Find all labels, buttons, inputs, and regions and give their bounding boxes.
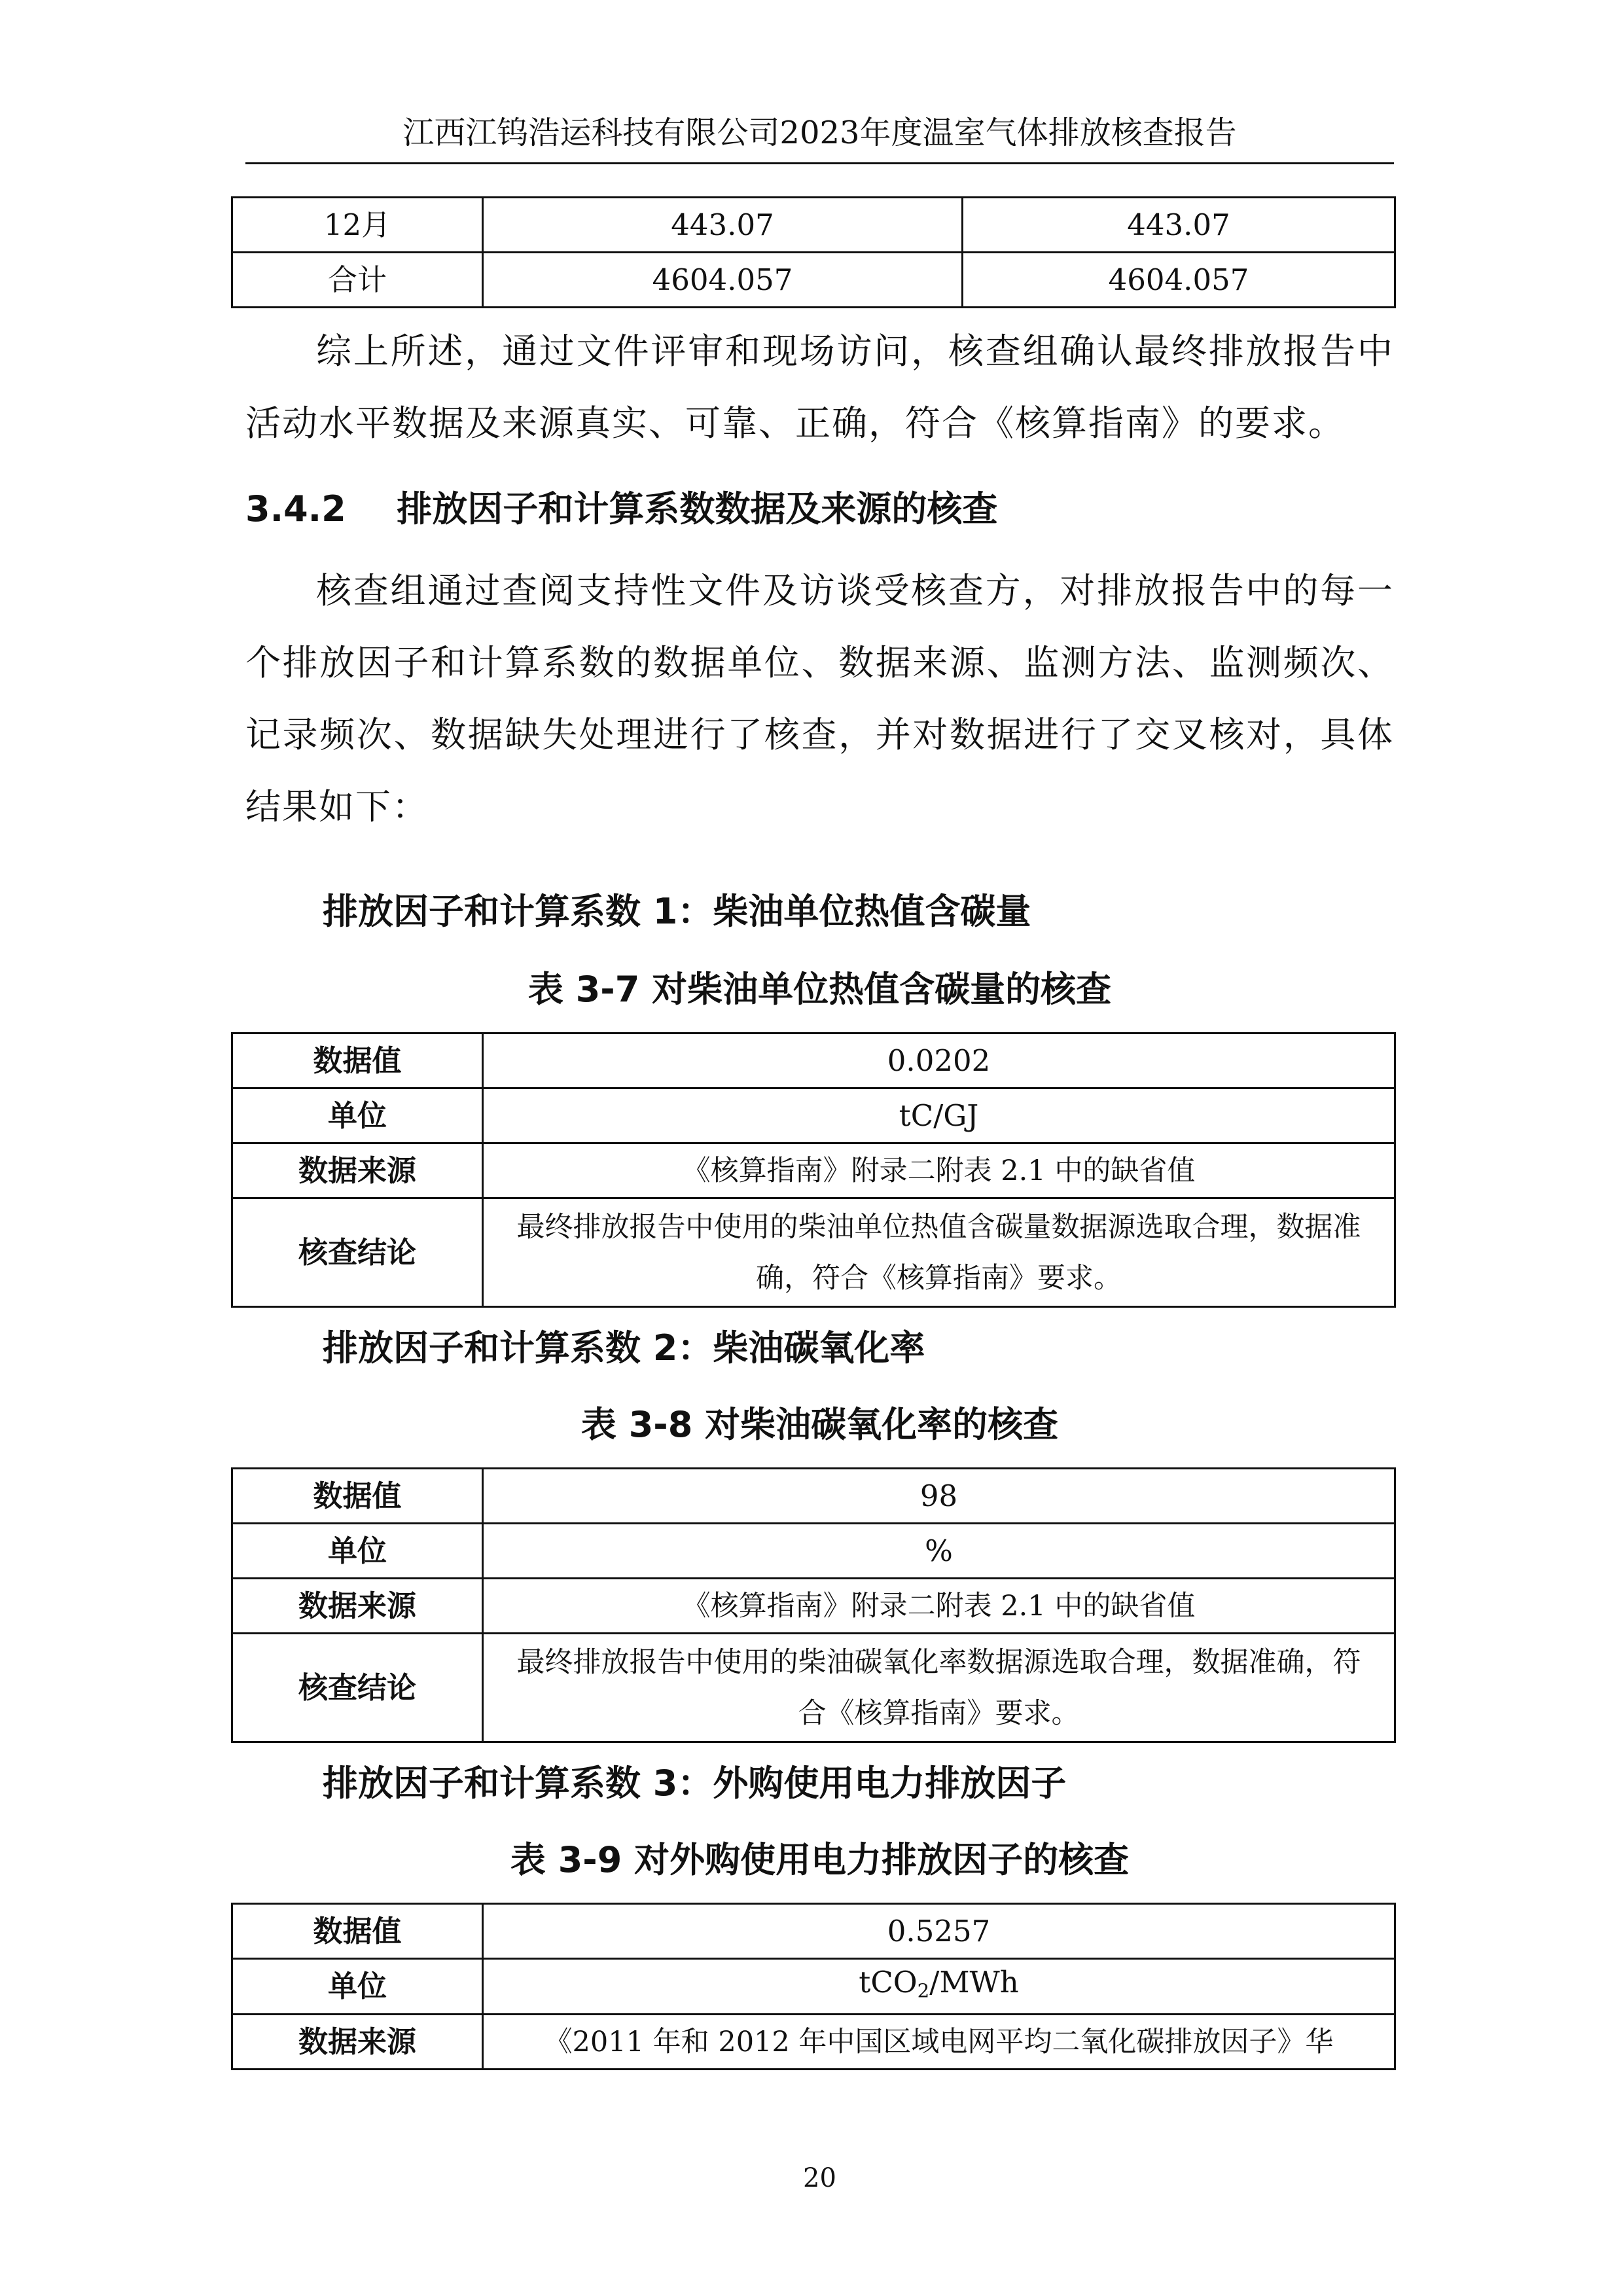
- table-row: [232, 1524, 1395, 1579]
- value-cell: tC/GJ: [483, 1088, 1395, 1143]
- unit-suffix: /MWh: [929, 1965, 1019, 2000]
- section-number: 3.4.2: [245, 488, 346, 529]
- key-cell: 核查结论: [232, 1198, 483, 1307]
- value-cell: %: [483, 1524, 1395, 1579]
- key-cell: 单位: [232, 1959, 483, 2015]
- value-cell: 4604.057: [483, 253, 963, 308]
- monthly-table-continued: [231, 196, 1396, 308]
- key-cell: 数据值: [232, 1033, 483, 1088]
- value-cell: 98: [483, 1469, 1395, 1524]
- table-row: [232, 1634, 1395, 1742]
- value-cell: 《2011 年和 2012 年中国区域电网平均二氧化碳排放因子》华: [483, 2015, 1395, 2070]
- section-title: 排放因子和计算系数数据及来源的核查: [397, 488, 998, 529]
- table-3-7: [231, 1032, 1396, 1308]
- page-header: 江西江钨浩运科技有限公司2023年度温室气体排放核查报告: [402, 115, 1237, 151]
- table-row: [232, 198, 1395, 253]
- key-cell: 单位: [232, 1524, 483, 1579]
- key-cell: 单位: [232, 1088, 483, 1143]
- value-cell: 最终排放报告中使用的柴油单位热值含碳量数据源选取合理，数据准确，符合《核算指南》要求。: [483, 1198, 1395, 1307]
- key-cell: 数据值: [232, 1904, 483, 1959]
- key-cell: 数据来源: [232, 1579, 483, 1634]
- table-row: [232, 1469, 1395, 1524]
- key-cell: 核查结论: [232, 1634, 483, 1742]
- table-3-9: [231, 1903, 1396, 2070]
- unit-subscript: 2: [917, 1979, 930, 2002]
- key-cell: 数据来源: [232, 2015, 483, 2070]
- month-cell: 12月: [232, 198, 483, 253]
- table-row: [232, 1143, 1395, 1198]
- value-cell: 0.5257: [483, 1904, 1395, 1959]
- table-row: [232, 1198, 1395, 1307]
- unit-prefix: tCO: [859, 1965, 918, 2000]
- value-cell: 443.07: [483, 198, 963, 253]
- table-3-8: [231, 1467, 1396, 1743]
- value-cell: [483, 1959, 1395, 2015]
- summary-paragraph: 综上所述，通过文件评审和现场访问，核查组确认最终排放报告中活动水平数据及来源真实、可靠、正确，符合《核算指南》的要求。: [245, 331, 1394, 444]
- table-row: [232, 1959, 1395, 2015]
- table-row: [232, 1033, 1395, 1088]
- value-cell: 《核算指南》附录二附表 2.1 中的缺省值: [483, 1579, 1395, 1634]
- table-3-8-caption: 表 3-8 对柴油碳氧化率的核查: [580, 1404, 1059, 1445]
- table-row: [232, 1904, 1395, 1959]
- factor3-heading: 排放因子和计算系数 3：外购使用电力排放因子: [323, 1763, 1067, 1804]
- table-row: [232, 1579, 1395, 1634]
- section-heading: [245, 483, 997, 535]
- page-number: 20: [803, 2163, 836, 2193]
- value-cell: 最终排放报告中使用的柴油碳氧化率数据源选取合理，数据准确，符合《核算指南》要求。: [483, 1634, 1395, 1742]
- intro-paragraph: 核查组通过查阅支持性文件及访谈受核查方，对排放报告中的每一个排放因子和计算系数的数据单位、数据来源、监测方法、监测频次、记录频次、数据缺失处理进行了核查，并对数据进行了交叉核对，具体结果如下：: [245, 570, 1394, 827]
- key-cell: 数据来源: [232, 1143, 483, 1198]
- value-cell: 0.0202: [483, 1033, 1395, 1088]
- value-cell: 443.07: [963, 198, 1395, 253]
- key-cell: 数据值: [232, 1469, 483, 1524]
- table-row: [232, 1088, 1395, 1143]
- table-3-9-caption: 表 3-9 对外购使用电力排放因子的核查: [510, 1839, 1130, 1880]
- table-row: [232, 2015, 1395, 2070]
- total-label-cell: 合计: [232, 253, 483, 308]
- factor1-heading: 排放因子和计算系数 1：柴油单位热值含碳量: [323, 891, 1031, 932]
- table-row: [232, 253, 1395, 308]
- header-rule: [245, 162, 1394, 164]
- value-cell: 4604.057: [963, 253, 1395, 308]
- value-cell: 《核算指南》附录二附表 2.1 中的缺省值: [483, 1143, 1395, 1198]
- factor2-heading: 排放因子和计算系数 2：柴油碳氧化率: [323, 1327, 925, 1369]
- table-3-7-caption: 表 3-7 对柴油单位热值含碳量的核查: [527, 969, 1112, 1010]
